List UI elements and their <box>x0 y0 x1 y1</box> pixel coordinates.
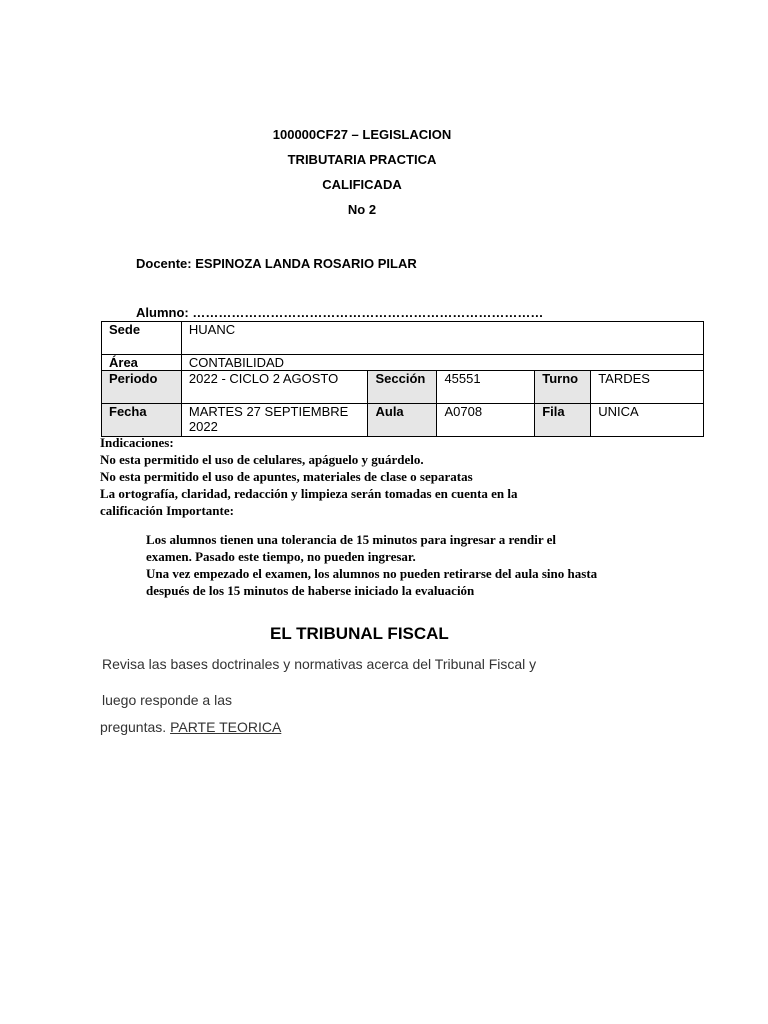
indicaciones-heading: Indicaciones: <box>100 435 174 450</box>
body-paragraph-line1: Revisa las bases doctrinales y normativas acerca del Tribunal Fiscal y <box>102 656 537 672</box>
importante-item: Una vez empezado el examen, los alumnos no pueden retirarse del aula sino hasta <box>146 566 598 581</box>
indicacion-item: No esta permitido el uso de apuntes, materiales de clase o separatas <box>100 469 473 484</box>
fecha-value <box>181 404 368 437</box>
exam-type-title: CALIFICADA <box>322 177 402 192</box>
importante-item: Los alumnos tienen una tolerancia de 15 minutos para ingresar a rendir el <box>146 532 557 547</box>
course-name-title: TRIBUTARIA PRACTICA <box>287 152 437 167</box>
fecha-value-line1: MARTES 27 SEPTIEMBRE <box>188 404 349 419</box>
indicacion-item: No esta permitido el uso de celulares, apáguelo y guárdelo. <box>100 452 424 467</box>
sede-label: Sede <box>102 322 182 355</box>
indicacion-item: calificación Importante: <box>100 503 234 518</box>
fecha-label: Fecha <box>102 404 182 437</box>
sede-value: HUANC <box>181 322 703 355</box>
fila-label: Fila <box>535 404 591 437</box>
fecha-value-line2: 2022 <box>188 419 218 434</box>
indicaciones-block <box>100 434 580 519</box>
importante-item: después de los 15 minutos de haberse iniciado la evaluación <box>146 583 475 598</box>
turno-value: TARDES <box>591 371 704 404</box>
importante-block <box>146 531 646 599</box>
indicacion-item: La ortografía, claridad, redacción y limpieza serán tomadas en cuenta en la <box>100 486 518 501</box>
periodo-label: Periodo <box>102 371 182 404</box>
seccion-value: 45551 <box>437 371 535 404</box>
exam-info-table <box>101 321 704 437</box>
body-paragraph-line3 <box>100 719 281 735</box>
periodo-value: 2022 - CICLO 2 AGOSTO <box>181 371 368 404</box>
alumno-line: Alumno: ……………………………………………………………………… <box>136 305 544 320</box>
docente-line: Docente: ESPINOZA LANDA ROSARIO PILAR <box>136 256 417 271</box>
area-label: Área <box>102 355 182 371</box>
fila-value: UNICA <box>591 404 704 437</box>
importante-item: examen. Pasado este tiempo, no pueden ingresar. <box>146 549 416 564</box>
body-paragraph-line2: luego responde a las <box>102 692 232 708</box>
aula-value: A0708 <box>437 404 535 437</box>
course-code-title: 100000CF27 – LEGISLACION <box>272 127 452 142</box>
section-title: EL TRIBUNAL FISCAL <box>270 624 449 643</box>
body-prefix: preguntas. <box>100 719 171 735</box>
exam-number-title: No 2 <box>347 202 377 217</box>
parte-teorica-link[interactable]: PARTE TEORICA <box>170 719 282 735</box>
seccion-label: Sección <box>368 371 437 404</box>
area-value: CONTABILIDAD <box>181 355 703 371</box>
turno-label: Turno <box>535 371 591 404</box>
aula-label: Aula <box>368 404 437 437</box>
